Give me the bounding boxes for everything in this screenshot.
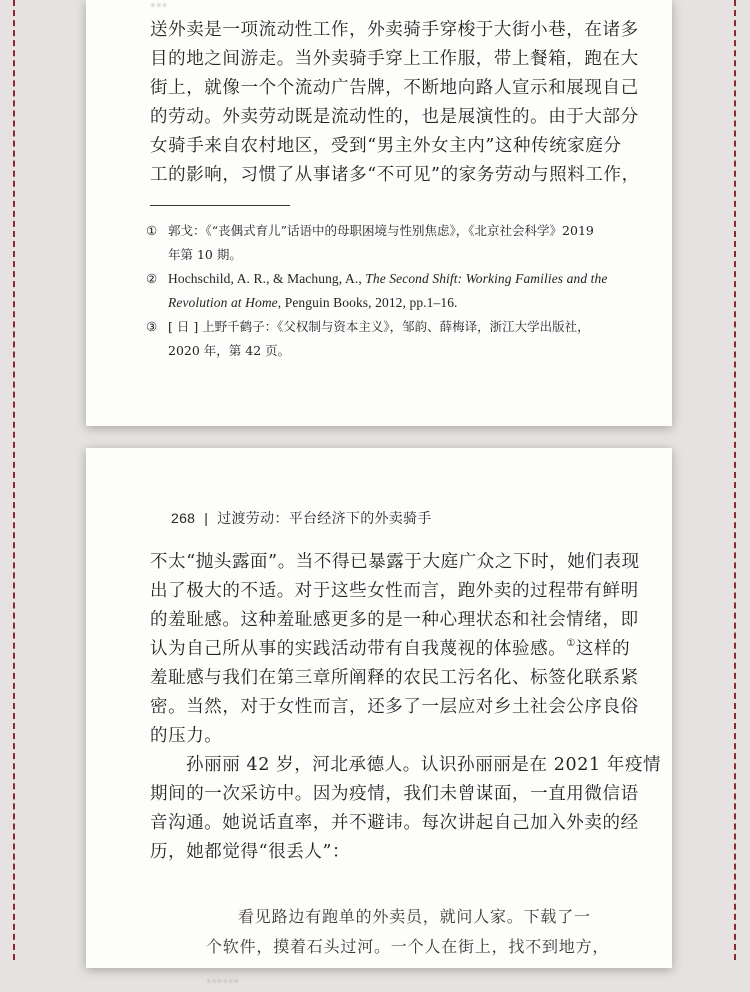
- text-line: 不太“抛头露面”。当不得已暴露于大庭广众之下时，她们表现: [150, 552, 640, 572]
- footnote-3: [146, 315, 626, 363]
- text-line: 期间的一次采访中。因为疫情，我们未曾谋面，一直用微信语: [150, 784, 639, 804]
- bottom-page-body: [150, 548, 662, 867]
- text-line: 工的影响，习惯了从事诸多“不可见”的家务劳动与照料工作，: [150, 165, 640, 185]
- footnote-divider: [150, 205, 290, 206]
- footnote-marker: ③: [146, 319, 158, 334]
- header-separator: |: [204, 510, 209, 526]
- text-segment: 认为自己所从事的实践活动带有自我蔑视的体验感。: [150, 639, 567, 659]
- block-quote: [206, 902, 610, 992]
- footnote-authors: Hochschild, A. R., & Machung, A.,: [168, 271, 366, 286]
- footnote-2: [146, 267, 626, 315]
- footnote-reference: ①: [566, 638, 576, 649]
- text-line: 音沟通。她说话直率，并不避讳。每次讲起自己加入外卖的经: [150, 813, 639, 833]
- footnote-text: [ 日 ] 上野千鹤子：《父权制与资本主义》，邹韵、薛梅译，浙江大学出版社，: [168, 319, 590, 334]
- text-line: 的劳动。外卖劳动既是流动性的，也是展演性的。由于大部分: [150, 107, 639, 127]
- page-number: 268: [171, 510, 196, 526]
- footnote-marker: ②: [146, 271, 158, 286]
- text-line: 的羞耻感。这种羞耻感更多的是一种心理状态和社会情绪，即: [150, 610, 639, 630]
- text-line: 目的地之间游走。当外卖骑手穿上工作服，带上餐箱，跑在大: [150, 49, 639, 69]
- text-line: 孙丽丽 42 岁，河北承德人。认识孙丽丽是在 2021 年疫情: [186, 755, 662, 775]
- quote-line-cut-off: ……: [206, 967, 240, 986]
- cut-off-line: …: [150, 0, 169, 11]
- text-line: [150, 635, 631, 664]
- top-page-body: [150, 0, 640, 190]
- footnote-text: 郭戈：《“丧偶式育儿”话语中的母职困境与性别焦虑》，《北京社会科学》2019: [168, 223, 594, 238]
- text-line: 出了极大的不适。对于这些女性而言，跑外卖的过程带有鲜明: [150, 581, 639, 601]
- footnote-text-cont: 2020 年，第 42 页。: [168, 343, 291, 358]
- book-page-bottom: [86, 448, 672, 986]
- footnote-1: [146, 219, 626, 267]
- text-line: 女骑手来自农村地区，受到“男主外女主内”这种传统家庭分: [150, 136, 622, 156]
- text-line: 羞耻感与我们在第三章所阐释的农民工污名化、标签化联系紧: [150, 668, 639, 688]
- footnote-publisher: , Penguin Books, 2012, pp.1–16.: [277, 295, 458, 310]
- left-dashed-border: [13, 0, 15, 960]
- right-dashed-border: [734, 0, 736, 960]
- text-line: 街上，就像一个个流动广告牌，不断地向路人宣示和展现自己: [150, 78, 639, 98]
- running-title: 过渡劳动：平台经济下的外卖骑手: [217, 510, 432, 526]
- text-line: 历，她都觉得“很丢人”：: [150, 842, 351, 862]
- footnote-book-title-cont: Revolution at Home: [168, 295, 278, 310]
- footnote-text-cont: 年第 10 期。: [168, 247, 242, 262]
- quote-line: 个软件，摸着石头过河。一个人在街上，找不到地方，: [206, 937, 610, 956]
- running-header: [171, 508, 432, 528]
- footnote-book-title: The Second Shift: Working Families and the: [365, 271, 608, 286]
- book-page-top: [86, 0, 672, 426]
- text-line: 的压力。: [150, 726, 223, 746]
- text-line: 密。当然，对于女性而言，还多了一层应对乡土社会公序良俗: [150, 697, 639, 717]
- footnote-marker: ①: [146, 223, 158, 238]
- footnotes: [146, 219, 626, 363]
- text-line: 送外卖是一项流动性工作，外卖骑手穿梭于大街小巷，在诸多: [150, 20, 639, 40]
- text-segment: 这样的: [575, 639, 631, 659]
- quote-line: 看见路边有跑单的外卖员，就问人家。下载了一: [238, 907, 591, 926]
